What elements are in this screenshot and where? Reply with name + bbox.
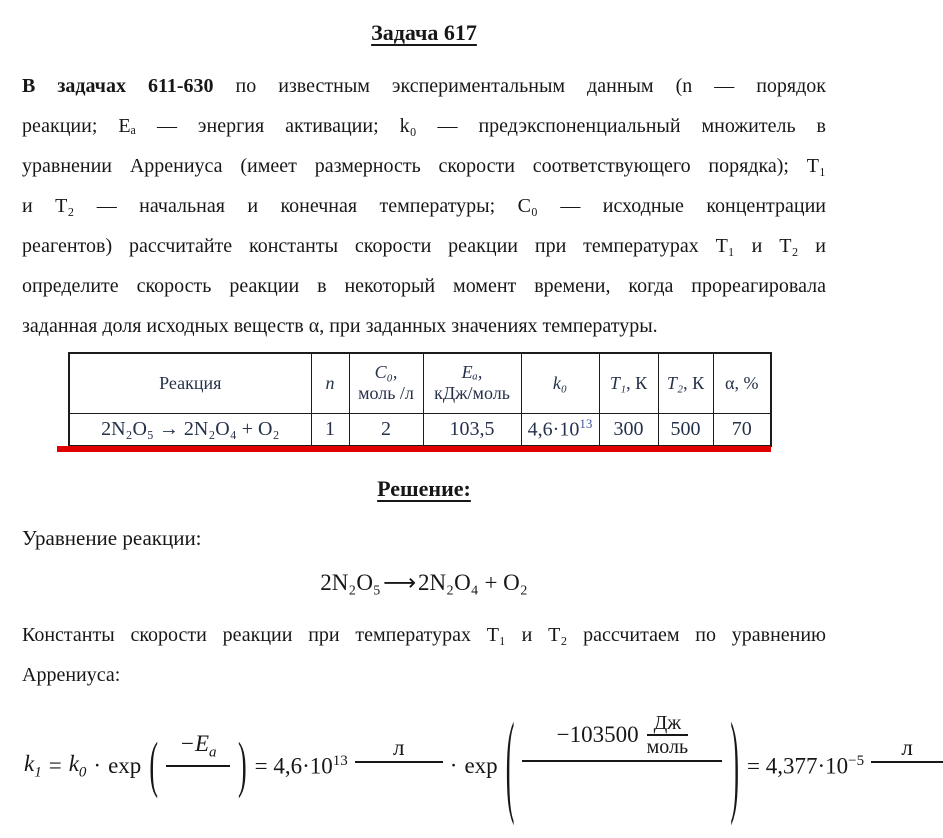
cell-k0: $4,6\cdot 10^{13}$ <box>521 413 599 446</box>
formula-result-2: = $4,377\cdot 10^{-5}$ <box>747 752 865 779</box>
reaction-equation <box>0 570 848 596</box>
cell-ea: 103,5 <box>423 413 521 446</box>
formula-k0: $k_0$ <box>68 750 87 781</box>
formula-energy-value: −103500 <box>556 722 639 747</box>
problem-statement <box>22 66 826 346</box>
red-underline <box>57 446 771 452</box>
page-title-text: Задача 617 <box>371 20 477 45</box>
problem-line-1-rest: по известным экспериментальным данным (n — порядок <box>235 75 827 97</box>
formula-dot-1: · <box>93 753 102 778</box>
fraction-j-per-mol: Дж моль <box>646 712 689 758</box>
left-paren-icon: ( <box>149 730 158 800</box>
problem-line-5: реагентов) рассчитайте константы скорости реакции при температурах T₁ и T₂ и <box>22 235 826 257</box>
solution-heading-text: Решение: <box>377 476 471 501</box>
formula-result-1: = $4,6\cdot 10^{13}$ <box>254 752 348 779</box>
solution-heading <box>0 476 848 502</box>
header-k0: k₀ <box>521 353 599 413</box>
fraction-activation-energy <box>522 710 722 822</box>
equation-left: 2N₂O₅ <box>320 570 381 595</box>
cell-t2: 500 <box>658 413 713 446</box>
page-title <box>0 20 848 46</box>
problem-line-3: уравнении Аррениуса (имеет размерность скорости соответствующего порядка); T₁ <box>22 155 826 177</box>
cell-alpha: 70 <box>713 413 771 446</box>
header-reaction: Реакция <box>69 353 311 413</box>
problem-line-7: заданная доля исходных веществ α, при заданных значениях температуры. <box>22 315 658 337</box>
formula-k1: $k_1$ <box>24 750 42 781</box>
equation-label: Уравнение реакции: <box>22 526 202 550</box>
problem-line-4: и T₂ — начальная и конечная температуры; C₀ — исходные концентрации <box>22 195 826 217</box>
table-data-row <box>69 413 771 446</box>
formula-exp-1: exp <box>108 753 142 778</box>
header-ea: Eₐ, кДж/моль <box>423 353 521 413</box>
formula-exp-2: exp <box>464 753 498 778</box>
fraction-liters-1: л <box>355 735 443 797</box>
header-n: n <box>311 353 349 413</box>
fraction-minus-ea: $-E_a$ <box>166 731 230 802</box>
problem-line-2: реакции; Eₐ — энергия активации; k₀ — предэкспоненциальный множитель в <box>22 115 826 137</box>
formula-equals-1: = <box>48 753 62 778</box>
problem-line-1 <box>22 66 826 106</box>
cell-n: 1 <box>311 413 349 446</box>
formula-dot-2: · <box>449 753 458 778</box>
big-left-paren-icon: ( <box>505 700 515 828</box>
big-right-paren-icon: ) <box>730 700 740 828</box>
arrhenius-formula <box>24 694 943 838</box>
cell-t1: 300 <box>599 413 658 446</box>
long-right-arrow-icon: ⟶ <box>382 570 416 596</box>
problem-lead-bold: В задачах 611-630 <box>22 75 214 97</box>
right-paren-icon: ) <box>237 730 247 800</box>
cell-c0: 2 <box>349 413 423 446</box>
header-c0: C₀, моль /л <box>349 353 423 413</box>
arrhenius-line-1: Константы скорости реакции при температурах T₁ и T₂ рассчитаем по уравнению <box>22 624 826 646</box>
header-t1: T₁, К <box>599 353 658 413</box>
conditions-table <box>68 352 772 447</box>
arrhenius-paragraph <box>22 615 826 695</box>
table-header-row <box>69 353 771 413</box>
problem-line-6: определите скорость реакции в некоторый момент времени, когда прореагировала <box>22 275 826 297</box>
cell-reaction: 2N₂O₅ → 2N₂O₄ + O₂ <box>69 413 311 446</box>
header-t2: T₂, К <box>658 353 713 413</box>
fraction-liters-2: л <box>871 735 943 797</box>
arrhenius-line-2: Аррениуса: <box>22 664 121 686</box>
k0-exponent: 13 <box>579 416 593 432</box>
equation-right: 2N₂O₄ + O₂ <box>417 570 528 595</box>
header-alpha: α, % <box>713 353 771 413</box>
